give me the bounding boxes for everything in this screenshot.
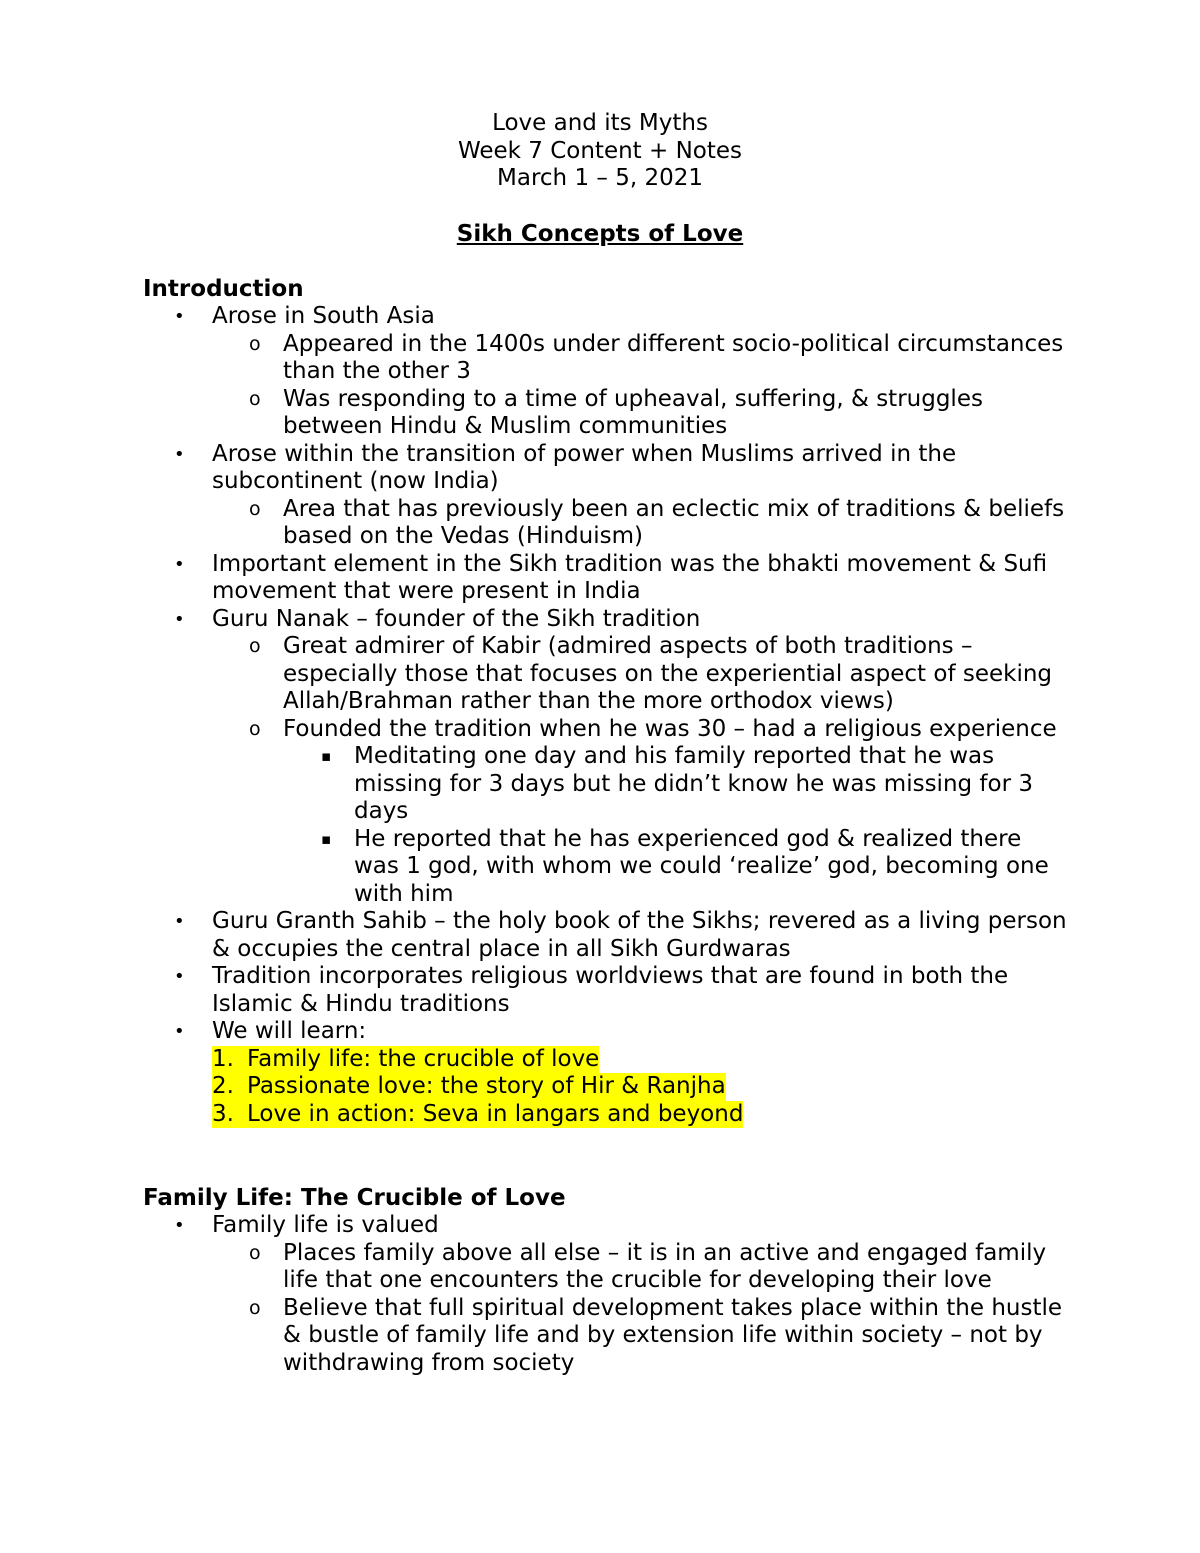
sub-bullet-marker: o [249, 387, 261, 410]
sub-bullet-text: Places family above all else – it is in an active and engaged family life that one encounters the crucible for developing their love [283, 1239, 1047, 1293]
bullet-text: We will learn: [212, 1018, 367, 1044]
sub-bullet-text: Believe that full spiritual development takes place within the hustle & bustle of family life and by extension life within society – not by withdrawing from society [283, 1294, 1063, 1376]
section-heading: Family Life: The Crucible of Love [143, 1185, 566, 1211]
section-introduction [143, 275, 1073, 1128]
numbered-item [143, 1073, 1073, 1101]
sub-bullet-text: Founded the tradition when he was 30 – had a religious experience [283, 715, 1057, 742]
bullet-marker: • [174, 1021, 185, 1042]
bullet-item [143, 963, 1073, 1018]
sub-bullet-marker: o [249, 1241, 261, 1264]
bullet-marker: • [174, 608, 185, 630]
bullet-marker: • [174, 553, 185, 575]
sub-bullet-marker: o [249, 1296, 261, 1319]
bullet-item [143, 303, 1073, 331]
section-family-life [143, 1184, 1073, 1377]
bullet-text: Guru Nanak – founder of the Sikh tradition [212, 605, 701, 632]
square-bullet-marker: ▪ [321, 747, 332, 765]
highlighted-text [212, 1101, 743, 1129]
item-number: 2. [212, 1073, 234, 1099]
page-title: Sikh Concepts of Love [456, 221, 744, 247]
sub-bullet-item [143, 331, 1073, 386]
numbered-item-text: Family life: the crucible of love [247, 1045, 600, 1072]
sub-sub-bullet-item [143, 826, 1073, 909]
bullet-item [143, 1212, 1073, 1240]
bullet-text: Arose in South Asia [212, 303, 435, 329]
sub-bullet-marker: o [249, 332, 261, 355]
bullet-marker: • [174, 306, 185, 327]
sub-bullet-item [143, 716, 1073, 744]
sub-bullet-marker: o [249, 635, 261, 657]
bullet-marker: • [174, 966, 185, 987]
bullet-marker: • [174, 443, 185, 465]
highlighted-text [212, 1073, 726, 1101]
numbered-item-text: Love in action: Seva in langars and beyond [247, 1100, 744, 1127]
sub-bullet-text: Was responding to a time of upheaval, suffering, & struggles between Hindu & Muslim communities [283, 385, 983, 439]
sub-bullet-item [143, 1240, 1073, 1295]
item-number: 1. [212, 1045, 234, 1072]
date-range: March 1 – 5, 2021 [497, 165, 703, 191]
bullet-text: Guru Granth Sahib – the holy book of the Sikhs; revered as a living person & occupies the central place in all Sikh Gurdwaras [212, 908, 1067, 962]
sub-sub-bullet-text: He reported that he has experienced god & realized there was 1 god, with whom we could ‘realize’ god, becoming one with him [354, 825, 1049, 907]
numbered-item [143, 1101, 1073, 1129]
sub-bullet-text: Area that has previously been an eclectic mix of traditions & beliefs based on the Vedas (Hinduism) [283, 495, 1065, 549]
sub-sub-bullet-text: Meditating one day and his family reported that he was missing for 3 days but he didn’t know he was missing for 3 days [354, 743, 1034, 824]
week-title: Week 7 Content + Notes [457, 137, 743, 164]
bullet-text: Tradition incorporates religious worldviews that are found in both the Islamic & Hindu traditions [212, 963, 1009, 1017]
sub-bullet-item [143, 496, 1073, 551]
bullet-item [143, 606, 1073, 634]
item-number: 3. [212, 1100, 234, 1127]
numbered-item-text: Passionate love: the story of Hir & Ranjha [247, 1073, 726, 1099]
highlighted-text [212, 1046, 599, 1074]
numbered-item [143, 1046, 1073, 1074]
square-bullet-marker: ▪ [321, 829, 332, 848]
bullet-item [143, 441, 1073, 496]
bullet-marker: • [174, 1215, 185, 1236]
sub-bullet-marker: o [249, 497, 261, 520]
document-header [0, 110, 1200, 193]
bullet-text: Important element in the Sikh tradition was the bhakti movement & Sufi movement that were present in India [212, 550, 1048, 604]
sub-bullet-item [143, 1295, 1073, 1378]
bullet-item [143, 551, 1073, 606]
course-title: Love and its Myths [492, 110, 708, 136]
bullet-text: Family life is valued [212, 1212, 439, 1238]
sub-sub-bullet-item [143, 743, 1073, 826]
sub-bullet-text: Appeared in the 1400s under different socio-political circumstances than the other 3 [283, 330, 1064, 384]
bullet-marker: • [174, 911, 185, 932]
sub-bullet-text: Great admirer of Kabir (admired aspects of both traditions – especially those that focuses on the experiential aspect of seeking Allah/Brahman rather than the more orthodox views) [283, 633, 1053, 714]
bullet-item [143, 908, 1073, 963]
sub-bullet-item [143, 386, 1073, 441]
sub-bullet-item [143, 633, 1073, 716]
bullet-item [143, 1018, 1073, 1046]
bullet-text: Arose within the transition of power when Muslims arrived in the subcontinent (now India) [212, 440, 957, 494]
section-heading: Introduction [143, 276, 304, 302]
sub-bullet-marker: o [249, 717, 261, 740]
